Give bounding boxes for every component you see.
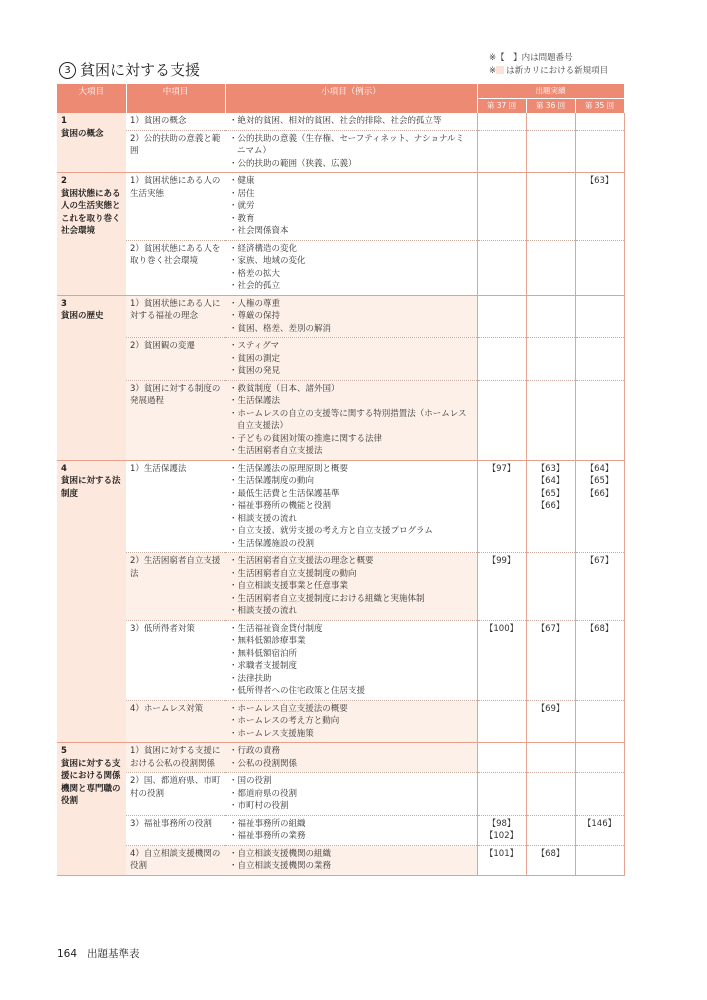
exam-35-cell (575, 620, 624, 700)
minor-items-cell (225, 845, 477, 875)
exam-36-cell (526, 460, 575, 553)
exam-36-cell (526, 620, 575, 700)
minor-item: ・健康 (229, 176, 255, 186)
problem-number: 【100】 (484, 623, 519, 634)
exam-37-cell (477, 553, 526, 621)
minor-item: ・社会的孤立 (229, 281, 281, 291)
minor-items-cell (225, 130, 477, 173)
problem-number: 【66】 (536, 501, 565, 511)
section-title (59, 59, 200, 80)
problem-number: 【102】 (484, 831, 519, 841)
minor-items-cell (225, 338, 477, 381)
note-prefix: ※ (489, 66, 497, 76)
major-item-cell (57, 113, 126, 173)
exam-35-cell (575, 460, 624, 553)
major-item-title: 貧困に対する法制度 (61, 476, 121, 499)
middle-item-cell (126, 380, 225, 460)
major-item-title: 貧困の歴史 (61, 311, 104, 321)
exam-37-cell (477, 130, 526, 173)
table-row (57, 295, 624, 338)
minor-item: ・相談支援の流れ (229, 513, 298, 524)
minor-item: ・ホームレスの考え方と動向 (229, 716, 340, 726)
footer-title: 出題基準表 (87, 948, 140, 960)
minor-item: ・生活保護法 (229, 396, 281, 406)
table-row (57, 338, 624, 381)
exam-36-cell (526, 743, 575, 773)
minor-item: ・自立相談支援機関の組織 (229, 848, 332, 859)
middle-item: 1）貧困の概念 (130, 116, 187, 126)
middle-item-cell (126, 240, 225, 295)
minor-item: ・法律扶助 (229, 673, 272, 684)
exam-37-cell (477, 173, 526, 241)
major-item-cell (57, 460, 126, 743)
exam-36-cell (526, 338, 575, 381)
problem-number: 【146】 (582, 818, 617, 829)
exam-35-cell (575, 773, 624, 816)
minor-item: ・無料低額宿泊所 (229, 648, 298, 659)
minor-item: ・教育 (229, 213, 255, 224)
header-sho: 小項目（例示） (225, 84, 477, 113)
table-row (57, 773, 624, 816)
table-row (57, 553, 624, 621)
major-item-cell (57, 173, 126, 296)
middle-item: 4）ホームレス対策 (130, 703, 204, 714)
exam-37-cell (477, 700, 526, 743)
minor-item: ・市町村の役割 (229, 801, 289, 811)
exam-35-cell (575, 553, 624, 621)
middle-item: 1）生活保護法 (130, 463, 187, 474)
minor-item: ・相談支援の流れ (229, 606, 298, 616)
minor-item: ・経済構造の変化 (229, 243, 298, 254)
exam-35-cell (575, 240, 624, 295)
minor-item: ・公的扶助の範囲（狭義、広義） (229, 158, 357, 169)
exam-36-cell (526, 113, 575, 130)
middle-item: 1）貧困に対する支援における公私の役割関係 (130, 746, 221, 769)
minor-item: ・救貧制度（日本、諸外国） (229, 383, 340, 394)
middle-item-cell (126, 173, 225, 241)
problem-number: 【98】 (487, 818, 516, 829)
minor-item: ・都道府県の役割 (229, 788, 298, 799)
problem-number: 【68】 (585, 623, 614, 634)
page-number: 164 (57, 948, 78, 960)
minor-item: ・貧困の発見 (229, 366, 281, 376)
minor-items-cell (225, 815, 477, 845)
minor-item: ・子どもの貧困対策の推進に関する法律 (229, 433, 383, 444)
note-problem-number: ※【 】内は問題番号 (489, 53, 573, 63)
exam-37-cell (477, 845, 526, 875)
major-item-number: 1 (61, 116, 67, 126)
minor-item: ・就労 (229, 201, 255, 211)
exam-36-cell (526, 240, 575, 295)
problem-number: 【69】 (536, 703, 565, 714)
problem-number: 【99】 (487, 556, 516, 566)
exam-37-cell (477, 113, 526, 130)
problem-number: 【66】 (585, 488, 614, 499)
minor-item: ・生活困窮者自立支援制度の動向 (229, 568, 357, 579)
new-item-swatch (496, 66, 504, 74)
minor-item: ・貧困、格差、差別の解消 (229, 323, 332, 334)
minor-item: ・生活保護施設の役割 (229, 538, 315, 549)
note-suffix: は新カリにおける新規項目 (506, 66, 609, 76)
minor-item: ・行政の責務 (229, 746, 281, 756)
exam-35-cell (575, 845, 624, 875)
minor-item: ・生活保護制度の動向 (229, 476, 315, 486)
minor-item: ・尊厳の保持 (229, 311, 281, 321)
major-item-cell (57, 295, 126, 460)
page-footer (57, 946, 150, 961)
middle-item-cell (126, 845, 225, 875)
table-row (57, 815, 624, 845)
middle-item: 2）国、都道府県、市町村の役割 (130, 776, 221, 799)
exam-35-cell (575, 380, 624, 460)
middle-item-cell (126, 553, 225, 621)
middle-item: 3）低所得者対策 (130, 623, 195, 634)
minor-items-cell (225, 380, 477, 460)
minor-item: ・国の役割 (229, 776, 272, 786)
section-number: 3 (59, 62, 76, 79)
section-title-text: 貧困に対する支援 (80, 61, 201, 79)
problem-number: 【101】 (484, 848, 519, 859)
minor-items-cell (225, 743, 477, 773)
problem-number: 【64】 (536, 476, 565, 486)
minor-item: ・格差の拡大 (229, 268, 281, 279)
table-row (57, 113, 624, 130)
middle-item-cell (126, 113, 225, 130)
minor-item: ・社会関係資本 (229, 226, 289, 236)
middle-item: 2）生活困窮者自立支援法 (130, 556, 221, 579)
middle-item-cell (126, 700, 225, 743)
exam-35-cell (575, 130, 624, 173)
minor-item: ・ホームレス自立支援法の概要 (229, 703, 348, 714)
minor-item: ・貧困の測定 (229, 353, 281, 364)
table-row (57, 620, 624, 700)
exam-35-cell (575, 338, 624, 381)
minor-items-cell (225, 113, 477, 130)
criteria-table (57, 84, 625, 876)
middle-item-cell (126, 338, 225, 381)
minor-items-cell (225, 173, 477, 241)
minor-items-cell (225, 620, 477, 700)
minor-items-cell (225, 553, 477, 621)
table-row (57, 240, 624, 295)
exam-37-cell (477, 295, 526, 338)
exam-36-cell (526, 380, 575, 460)
minor-item: ・居住 (229, 188, 255, 199)
major-item-title: 貧困に対する支援における関係機関と専門職の役割 (61, 758, 121, 806)
exam-35-cell (575, 173, 624, 241)
exam-36-cell (526, 130, 575, 173)
header-exam-36: 第 36 回 (526, 99, 575, 114)
minor-items-cell (225, 295, 477, 338)
middle-item: 2）貧困観の変遷 (130, 341, 195, 351)
minor-item: ・最低生活費と生活保護基準 (229, 488, 340, 499)
problem-number: 【68】 (536, 848, 565, 859)
table-row (57, 130, 624, 173)
major-item-number: 4 (61, 463, 67, 474)
problem-number: 【67】 (585, 556, 614, 566)
exam-37-cell (477, 773, 526, 816)
minor-items-cell (225, 240, 477, 295)
minor-item: ・生活困窮者自立支援法 (229, 446, 323, 456)
minor-item: ・生活困窮者自立支援法の理念と概要 (229, 556, 374, 566)
minor-item: ・生活困窮者自立支援制度における組織と実施体制 (229, 593, 425, 604)
header-exam-35: 第 35 回 (575, 99, 624, 114)
exam-37-cell (477, 338, 526, 381)
minor-items-cell (225, 700, 477, 743)
minor-item: ・ホームレスの自立の支援等に関する特別措置法（ホームレス自立支援法） (229, 408, 467, 431)
middle-item: 2）貧困状態にある人を取り巻く社会環境 (130, 243, 221, 266)
middle-item-cell (126, 773, 225, 816)
problem-number: 【97】 (487, 463, 516, 474)
problem-number: 【63】 (585, 176, 614, 186)
exam-36-cell (526, 553, 575, 621)
middle-item: 3）福祉事務所の役割 (130, 818, 212, 829)
minor-item: ・生活福祉資金貸付制度 (229, 623, 323, 634)
minor-item: ・自立相談支援事業と任意事業 (229, 581, 349, 591)
minor-item: ・生活保護法の原理原則と概要 (229, 463, 349, 474)
middle-item: 2）公的扶助の意義と範囲 (130, 133, 221, 156)
table-body (57, 113, 624, 875)
table-row (57, 700, 624, 743)
exam-35-cell (575, 700, 624, 743)
problem-number: 【64】 (585, 463, 614, 474)
exam-36-cell (526, 845, 575, 875)
exam-36-cell (526, 295, 575, 338)
minor-item: ・スティグマ (229, 341, 280, 351)
table-row (57, 743, 624, 773)
middle-item-cell (126, 460, 225, 553)
major-item-number: 3 (61, 298, 67, 309)
minor-item: ・自立支援、就労支援の考え方と自立支援プログラム (229, 526, 433, 536)
middle-item-cell (126, 130, 225, 173)
header-exam-37: 第 37 回 (477, 99, 526, 114)
header-jisseki: 出題実績 (477, 84, 624, 99)
middle-item-cell (126, 295, 225, 338)
minor-item: ・自立相談支援機関の業務 (229, 861, 332, 871)
major-item-number: 2 (61, 176, 67, 186)
minor-item: ・福祉事務所の業務 (229, 831, 306, 841)
minor-item: ・公私の役割関係 (229, 758, 298, 769)
middle-item: 1）貧困状態にある人に対する福祉の理念 (130, 298, 221, 321)
minor-item: ・家族、地域の変化 (229, 256, 306, 266)
note-new-items (489, 64, 608, 76)
major-item-title: 貧困状態にある人の生活実態とこれを取り巻く社会環境 (61, 188, 121, 236)
exam-36-cell (526, 700, 575, 743)
major-item-cell (57, 743, 126, 876)
problem-number: 【67】 (536, 623, 565, 634)
middle-item: 4）自立相談支援機関の役割 (130, 848, 221, 871)
table-row (57, 845, 624, 875)
table-row (57, 460, 624, 553)
minor-item: ・人権の尊重 (229, 298, 281, 309)
minor-item: ・福祉事務所の組織 (229, 818, 306, 829)
major-item-title: 貧困の概念 (61, 128, 104, 139)
exam-37-cell (477, 743, 526, 773)
problem-number: 【63】 (536, 463, 565, 474)
minor-item: ・公的扶助の意義（生存権、セーフティネット、ナショナルミニマム） (229, 133, 465, 156)
middle-item-cell (126, 743, 225, 773)
minor-item: ・ホームレス支援施策 (229, 728, 314, 739)
middle-item-cell (126, 815, 225, 845)
exam-37-cell (477, 240, 526, 295)
exam-37-cell (477, 380, 526, 460)
exam-36-cell (526, 815, 575, 845)
minor-item: ・無料低額診療事業 (229, 636, 306, 646)
minor-item: ・低所得者への住宅政策と住居支援 (229, 686, 366, 696)
minor-items-cell (225, 460, 477, 553)
problem-number: 【65】 (536, 488, 565, 499)
exam-35-cell (575, 743, 624, 773)
exam-37-cell (477, 620, 526, 700)
exam-37-cell (477, 460, 526, 553)
problem-number: 【65】 (585, 476, 614, 486)
header-dai: 大項目 (57, 84, 126, 113)
exam-36-cell (526, 773, 575, 816)
minor-item: ・求職者支援制度 (229, 661, 298, 671)
exam-35-cell (575, 815, 624, 845)
middle-item-cell (126, 620, 225, 700)
exam-35-cell (575, 113, 624, 130)
exam-37-cell (477, 815, 526, 845)
middle-item: 3）貧困に対する制度の発展過程 (130, 383, 221, 406)
header-chu: 中項目 (126, 84, 225, 113)
table-row (57, 380, 624, 460)
minor-item: ・絶対的貧困、相対的貧困、社会的排除、社会的孤立等 (229, 116, 442, 126)
major-item-number: 5 (61, 746, 67, 756)
middle-item: 1）貧困状態にある人の生活実態 (130, 176, 221, 199)
table-row (57, 173, 624, 241)
exam-35-cell (575, 295, 624, 338)
minor-item: ・福祉事務所の機能と役割 (229, 501, 332, 511)
exam-36-cell (526, 173, 575, 241)
minor-items-cell (225, 773, 477, 816)
